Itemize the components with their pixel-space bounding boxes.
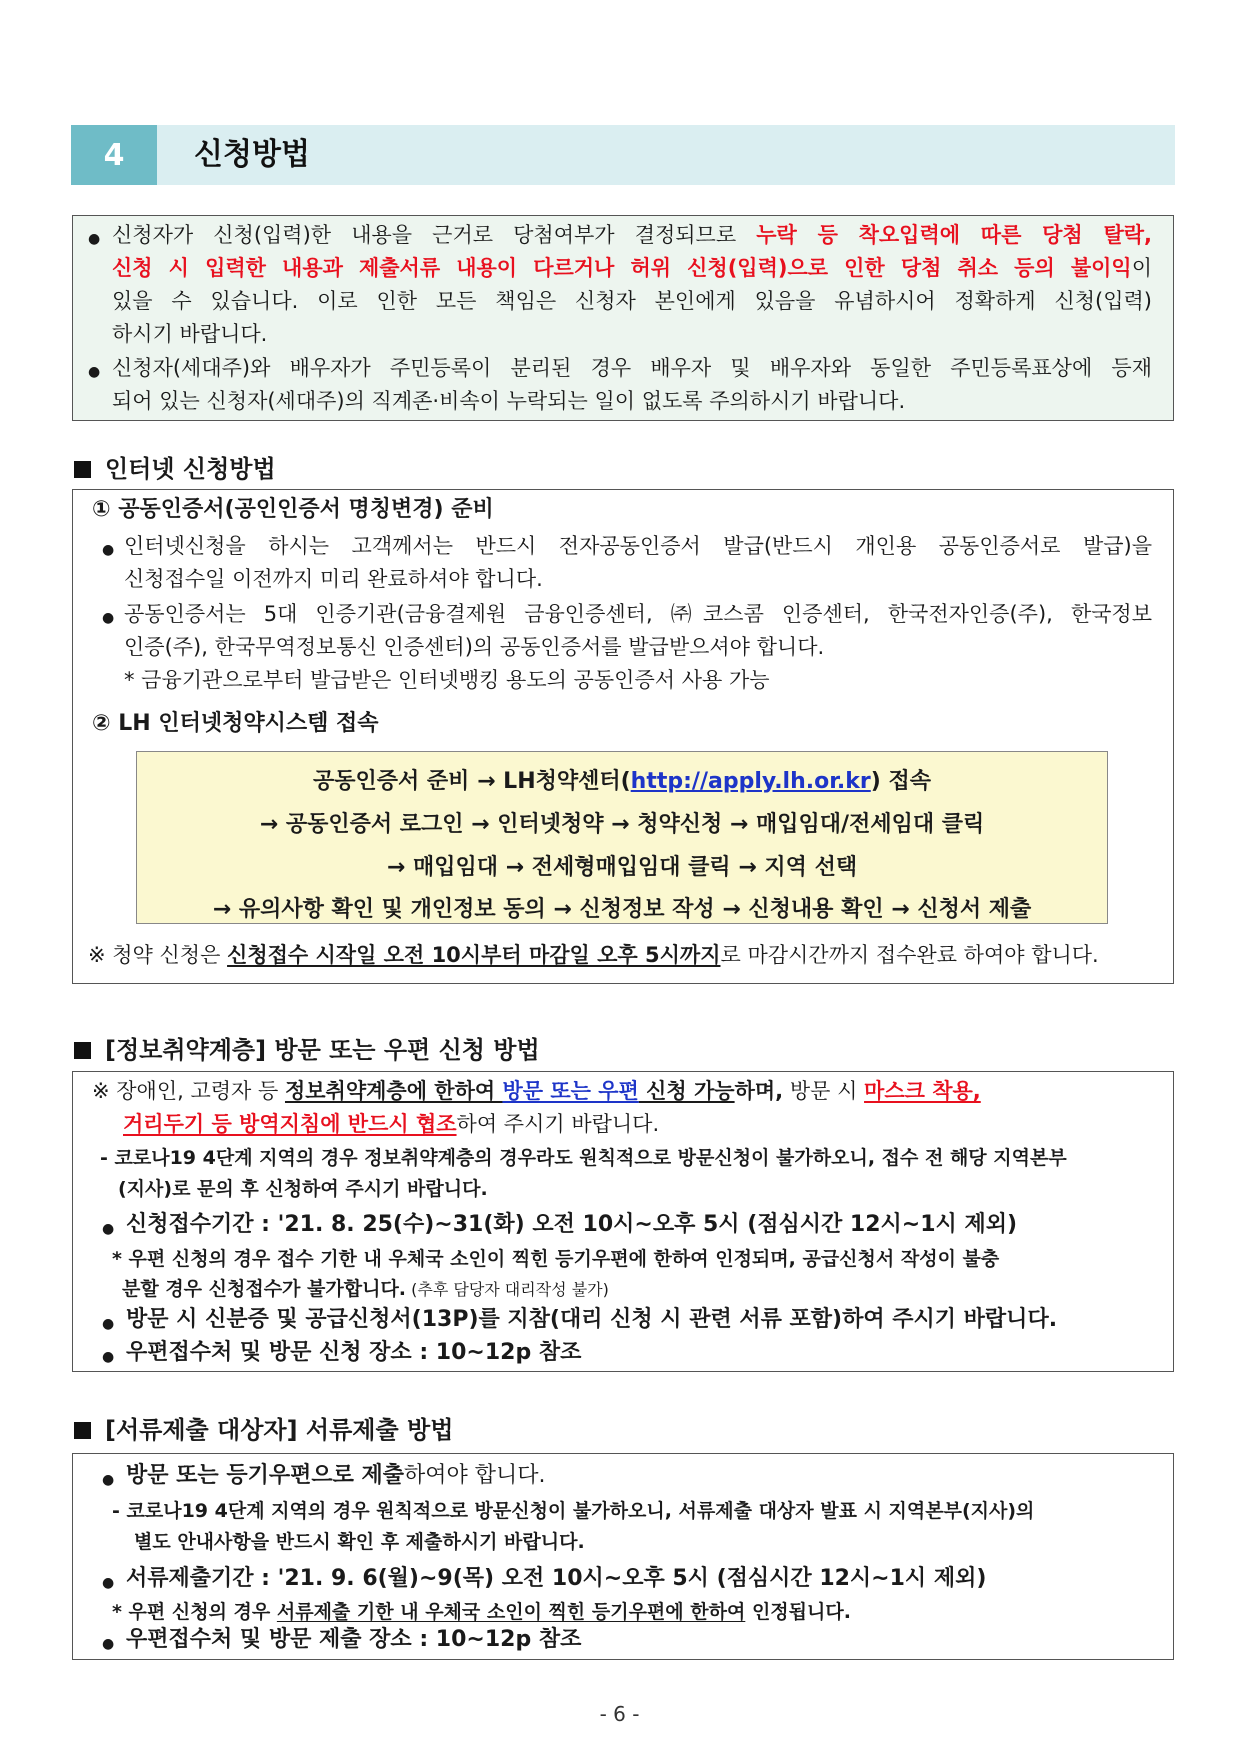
section-title: 신청방법 bbox=[194, 137, 310, 172]
bullet-icon: ● bbox=[88, 231, 101, 247]
docs-method: 방문 또는 등기우편으로 제출하여야 합니다. bbox=[126, 1463, 546, 1488]
step-2-title: ② LH 인터넷청약시스템 접속 bbox=[92, 711, 379, 736]
step-1-text: 인터넷신청을 하시는 고객께서는 반드시 전자공동인증서 발급(반드시 개인용 공동인증서로 발급)을 bbox=[124, 534, 1152, 558]
flow-line-4: → 유의사항 확인 및 개인정보 동의 → 신청정보 작성 → 신청내용 확인 → 신청서 제출 bbox=[212, 897, 1032, 922]
bullet-icon: ● bbox=[102, 1575, 115, 1591]
lh-apply-link[interactable]: http://apply.lh.or.kr bbox=[630, 769, 871, 794]
square-bullet-icon bbox=[74, 461, 91, 478]
internet-heading: 인터넷 신청방법 bbox=[74, 449, 276, 484]
notice-line: 신청 시 입력한 내용과 제출서류 내용이 다르거나 허위 신청(입력)으로 인한 당첨 취소 등의 불이익이 bbox=[112, 256, 1152, 280]
flow-line-1: 공동인증서 준비 → LH청약센터(http://apply.lh.or.kr) 접속 bbox=[313, 769, 931, 794]
bullet-icon: ● bbox=[102, 1472, 115, 1488]
visit-line: ※ 장애인, 고령자 등 정보취약계층에 한하여 방문 또는 우편 신청 가능하며, 방문 시 마스크 착용, bbox=[92, 1079, 981, 1103]
bullet-icon: ● bbox=[102, 1316, 115, 1332]
docs-location: 우편접수처 및 방문 제출 장소 : 10~12p 참조 bbox=[126, 1627, 582, 1652]
bullet-icon: ● bbox=[102, 1349, 115, 1365]
step-1-text: 공동인증서는 5대 인증기관(금융결제원 금융인증센터, ㈜코스콤 인증센터, 한국전자인증(주), 한국정보 bbox=[124, 602, 1152, 626]
bullet-icon: ● bbox=[102, 1221, 115, 1237]
docs-heading: [서류제출 대상자] 서류제출 방법 bbox=[74, 1410, 453, 1445]
access-flow-box bbox=[136, 751, 1108, 924]
step-1-text: 인증(주), 한국무역정보통신 인증센터)의 공동인증서를 발급받으셔야 합니다. bbox=[124, 635, 825, 659]
notice-line: 하시기 바랍니다. bbox=[112, 322, 268, 346]
bullet-icon: ● bbox=[102, 610, 115, 626]
docs-covid-note: 별도 안내사항을 반드시 확인 후 제출하시기 바랍니다. bbox=[134, 1531, 585, 1553]
step-1-title: ① 공동인증서(공인인증서 명칭변경) 준비 bbox=[92, 497, 494, 522]
visit-bring-docs: 방문 시 신분증 및 공급신청서(13P)를 지참(대리 신청 시 관련 서류 포함)하여 주시기 바랍니다. bbox=[126, 1307, 1058, 1332]
page-number: - 6 - bbox=[599, 1702, 640, 1726]
flow-line-3: → 매입임대 → 전세형매입임대 클릭 → 지역 선택 bbox=[386, 855, 858, 880]
notice-line: 신청자(세대주)와 배우자가 주민등록이 분리된 경우 배우자 및 배우자와 동일한 주민등록표상에 등재 bbox=[112, 356, 1152, 380]
notice-line: 신청자가 신청(입력)한 내용을 근거로 당첨여부가 결정되므로 누락 등 착오입력에 따른 당첨 탈락, bbox=[112, 223, 1152, 247]
step-1-text: 신청접수일 이전까지 미리 완료하셔야 합니다. bbox=[124, 567, 543, 591]
visit-line: 거리두기 등 방역지침에 반드시 협조하여 주시기 바랍니다. bbox=[123, 1112, 660, 1136]
visit-mail-note: * 우편 신청의 경우 접수 기한 내 우체국 소인이 찍힌 등기우편에 한하여 인정되며, 공급신청서 작성이 불충 bbox=[112, 1248, 1000, 1270]
bullet-icon: ● bbox=[102, 1636, 115, 1652]
bullet-icon: ● bbox=[102, 542, 115, 558]
square-bullet-icon bbox=[74, 1422, 91, 1439]
visit-covid-note: - 코로나19 4단계 지역의 경우 정보취약계층의 경우라도 원칙적으로 방문신청이 불가하오니, 접수 전 해당 지역본부 bbox=[100, 1147, 1067, 1169]
docs-covid-note: - 코로나19 4단계 지역의 경우 원칙적으로 방문신청이 불가하오니, 서류제출 대상자 발표 시 지역본부(지사)의 bbox=[112, 1500, 1035, 1522]
visit-mail-note: 분할 경우 신청접수가 불가합니다. (추후 담당자 대리작성 불가) bbox=[122, 1278, 609, 1300]
visit-heading: [정보취약계층] 방문 또는 우편 신청 방법 bbox=[74, 1030, 540, 1065]
docs-mail-note: * 우편 신청의 경우 서류제출 기한 내 우체국 소인이 찍힌 등기우편에 한하여 인정됩니다. bbox=[112, 1601, 851, 1623]
square-bullet-icon bbox=[74, 1042, 91, 1059]
internet-footer-note: ※ 청약 신청은 신청접수 시작일 오전 10시부터 마감일 오후 5시까지로 마감시간까지 접수완료 하여야 합니다. bbox=[88, 943, 1099, 967]
docs-period: 서류제출기간 : '21. 9. 6(월)~9(목) 오전 10시~오후 5시 (점심시간 12시~1시 제외) bbox=[126, 1566, 987, 1591]
visit-period: 신청접수기간 : '21. 8. 25(수)~31(화) 오전 10시~오후 5시 (점심시간 12시~1시 제외) bbox=[126, 1212, 1018, 1237]
visit-covid-note: (지사)로 문의 후 신청하여 주시기 바랍니다. bbox=[118, 1178, 488, 1200]
flow-line-2: → 공동인증서 로그인 → 인터넷청약 → 청약신청 → 매입임대/전세임대 클릭 bbox=[259, 812, 985, 837]
notice-line: 되어 있는 신청자(세대주)의 직계존·비속이 누락되는 일이 없도록 주의하시기 바랍니다. bbox=[112, 389, 906, 413]
bullet-icon: ● bbox=[88, 364, 101, 380]
step-1-note: * 금융기관으로부터 발급받은 인터넷뱅킹 용도의 공동인증서 사용 가능 bbox=[124, 668, 770, 692]
visit-location: 우편접수처 및 방문 신청 장소 : 10~12p 참조 bbox=[126, 1340, 582, 1365]
notice-line: 있을 수 있습니다. 이로 인한 모든 책임은 신청자 본인에게 있음을 유념하시어 정확하게 신청(입력) bbox=[112, 289, 1152, 313]
section-number: 4 bbox=[71, 125, 157, 185]
section-header bbox=[71, 125, 1175, 185]
